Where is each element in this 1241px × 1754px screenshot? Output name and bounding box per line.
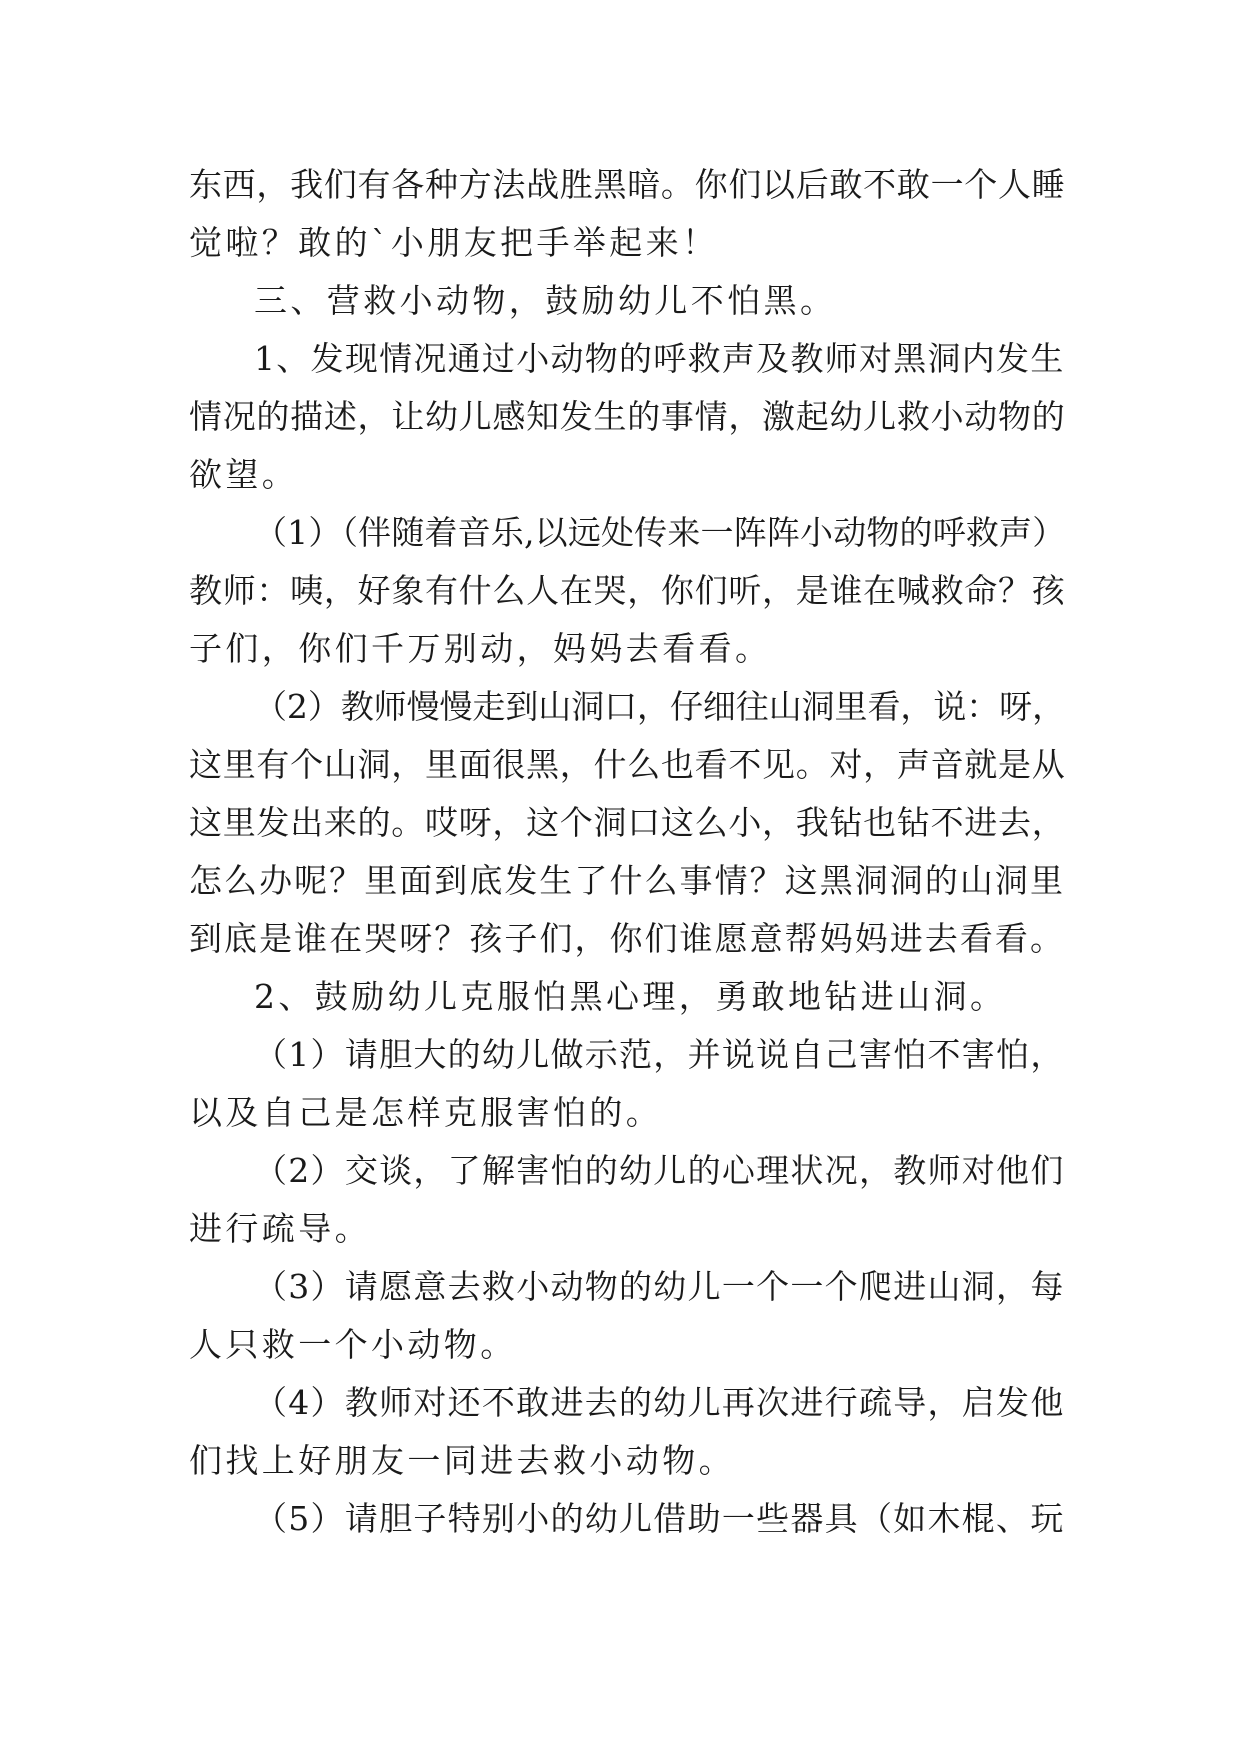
text-line: 这里发出来的。哎呀，这个洞口这么小，我钻也钻不进去， [189, 803, 1066, 842]
text-line: 欲望。 [189, 455, 299, 494]
text-line: 东西，我们有各种方法战胜黑暗。你们以后敢不敢一个人睡 [189, 165, 1066, 204]
text-line: 觉啦？敢的`小朋友把手举起来！ [189, 223, 719, 262]
text-line: 情况的描述，让幼儿感知发生的事情，激起幼儿救小动物的 [189, 397, 1066, 436]
text-line: （1）请胆大的幼儿做示范，并说说自己害怕不害怕， [254, 1035, 1065, 1074]
text-line: 进行疏导。 [189, 1209, 371, 1248]
section-heading: 三、营救小动物，鼓励幼儿不怕黑。 [254, 281, 837, 320]
text-line: 子们，你们千万别动，妈妈去看看。 [189, 629, 772, 668]
text-line: （2）交谈，了解害怕的幼儿的心理状况，教师对他们 [254, 1151, 1065, 1190]
text-line: 怎么办呢？里面到底发生了什么事情？这黑洞洞的山洞里 [189, 861, 1065, 900]
text-line: （4）教师对还不敢进去的幼儿再次进行疏导，启发他 [254, 1383, 1065, 1422]
text-line: 们找上好朋友一同进去救小动物。 [189, 1441, 735, 1480]
text-line: 2、鼓励幼儿克服怕黑心理，勇敢地钻进山洞。 [254, 977, 1007, 1016]
text-line: 以及自己是怎样克服害怕的。 [189, 1093, 663, 1132]
text-line: 人只救一个小动物。 [189, 1325, 517, 1364]
text-line: （1）（伴随着音乐,以远处传来一阵阵小动物的呼救声） [254, 513, 1066, 552]
text-line: 1、发现情况通过小动物的呼救声及教师对黑洞内发生 [254, 339, 1065, 378]
text-line: （5）请胆子特别小的幼儿借助一些器具（如木棍、玩 [254, 1499, 1065, 1538]
text-line: 这里有个山洞，里面很黑，什么也看不见。对，声音就是从 [189, 745, 1066, 784]
text-line: （3）请愿意去救小动物的幼儿一个一个爬进山洞，每 [254, 1267, 1065, 1306]
text-line: 到底是谁在哭呀？孩子们，你们谁愿意帮妈妈进去看看。 [189, 919, 1065, 958]
text-line: 教师：咦，好象有什么人在哭，你们听，是谁在喊救命？孩 [189, 571, 1066, 610]
text-line: （2）教师慢慢走到山洞口，仔细往山洞里看，说：呀， [254, 687, 1065, 726]
